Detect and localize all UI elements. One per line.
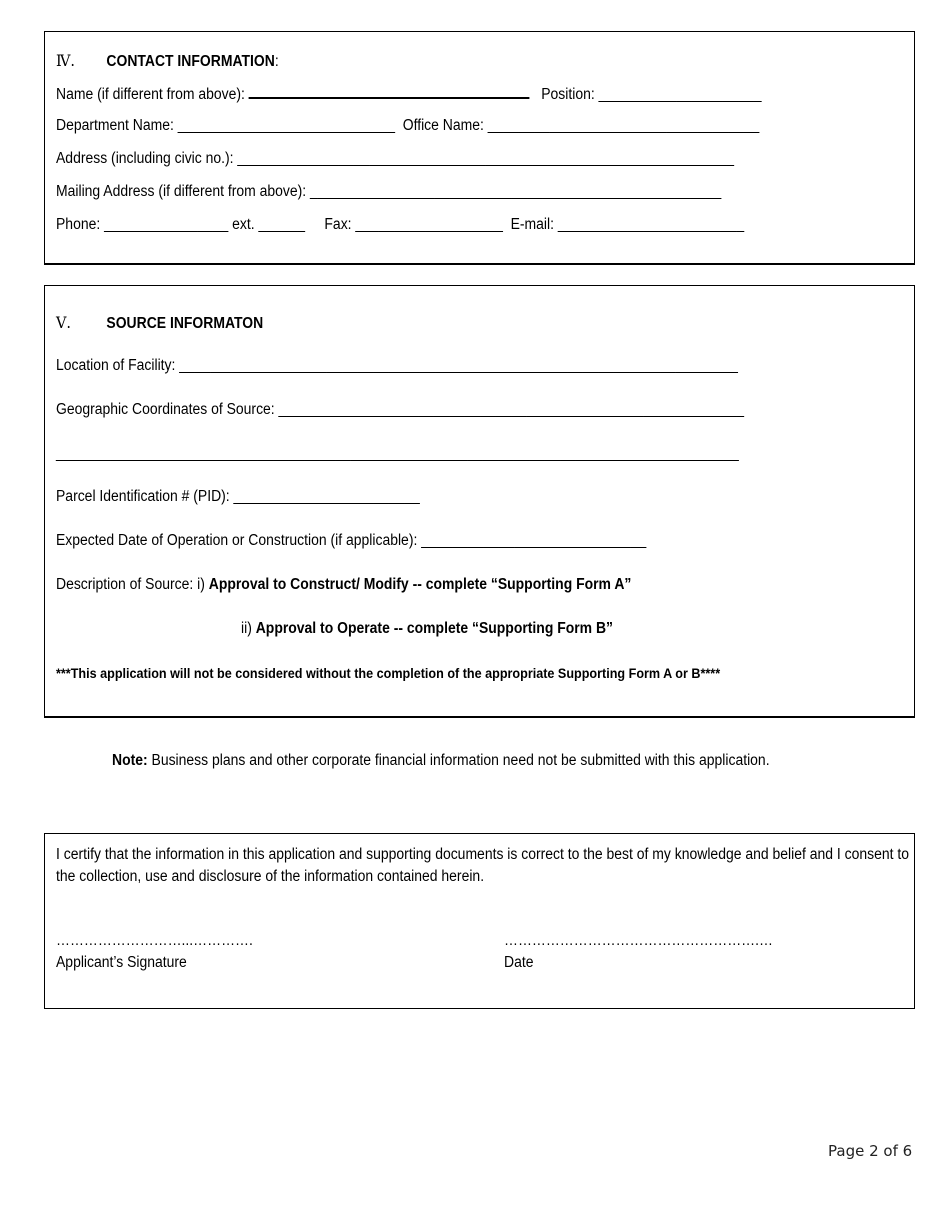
mailing-address-field[interactable]: Mailing Address (if different from above): _____________________________________________________	[56, 183, 722, 200]
description-label: Description of Source: i)	[56, 576, 209, 593]
source-information-section	[44, 285, 915, 718]
signature-label: Applicant’s Signature	[56, 954, 187, 971]
section-title-colon: :	[274, 53, 279, 70]
position-field[interactable]: Position: _____________________	[541, 86, 762, 103]
option-operate-row	[241, 620, 613, 638]
fax-field[interactable]: Fax: ___________________	[324, 216, 503, 233]
name-label: Name (if different from above):	[56, 86, 249, 103]
pid-field[interactable]: Parcel Identification # (PID): ________________________	[56, 488, 420, 505]
ext-field[interactable]: ext. ______	[232, 216, 306, 233]
date-line[interactable]: ……………………………………………….…	[504, 932, 773, 949]
source-heading	[56, 313, 263, 333]
coordinates-field[interactable]: Geographic Coordinates of Source: ____________________________________________________________	[56, 401, 745, 418]
contact-heading	[56, 51, 279, 71]
department-field[interactable]: Department Name: ____________________________	[56, 117, 395, 134]
completion-warning: ***This application will not be considered without the completion of the appropriate Supporting Form A or B****	[56, 665, 721, 681]
phone-field[interactable]: Phone: ________________	[56, 216, 229, 233]
date-label: Date	[504, 954, 534, 971]
section-title: CONTACT INFORMATION	[106, 53, 275, 70]
certification-section	[44, 833, 915, 1009]
office-field[interactable]: Office Name: ___________________________________	[402, 117, 760, 134]
signature-line[interactable]: ………………………...………….	[56, 932, 253, 949]
option-operate: Approval to Operate -- complete “Supporting Form B”	[255, 620, 614, 637]
section-number: Ⅳ.	[56, 51, 75, 70]
note	[112, 752, 770, 770]
option-b-prefix: ii)	[241, 620, 256, 637]
certification-statement: I certify that the information in this application and supporting documents is correct to the best of my knowledge and belief and I consent to the collection, use and disclosure of the information contained herein.	[56, 846, 909, 885]
name-field[interactable]	[249, 84, 530, 99]
option-construct-modify: Approval to Construct/ Modify -- complete “Supporting Form A”	[208, 576, 632, 593]
date-block	[504, 930, 773, 974]
coordinates-field-line-2[interactable]: ________________________________________________________________________________________	[56, 445, 739, 462]
section-title: SOURCE INFORMATON	[106, 315, 264, 332]
description-row	[56, 576, 631, 594]
expected-date-field[interactable]: Expected Date of Operation or Construction (if applicable): _____________________________	[56, 532, 647, 549]
page-number: Page 2 of 6	[828, 1142, 913, 1160]
note-text: Business plans and other corporate financial information need not be submitted with this application.	[147, 752, 770, 769]
location-field[interactable]: Location of Facility: ________________________________________________________________________	[56, 357, 738, 374]
note-label: Note:	[112, 752, 148, 769]
email-field[interactable]: E-mail: ________________________	[510, 216, 745, 233]
address-field[interactable]: Address (including civic no.): ________________________________________________________________	[56, 150, 734, 167]
section-number: Ⅴ.	[56, 313, 71, 332]
contact-information-section	[44, 31, 915, 265]
phone-fax-email-row	[56, 216, 744, 234]
signature-block	[56, 930, 253, 974]
name-position-row	[56, 84, 762, 104]
department-office-row	[56, 117, 759, 135]
